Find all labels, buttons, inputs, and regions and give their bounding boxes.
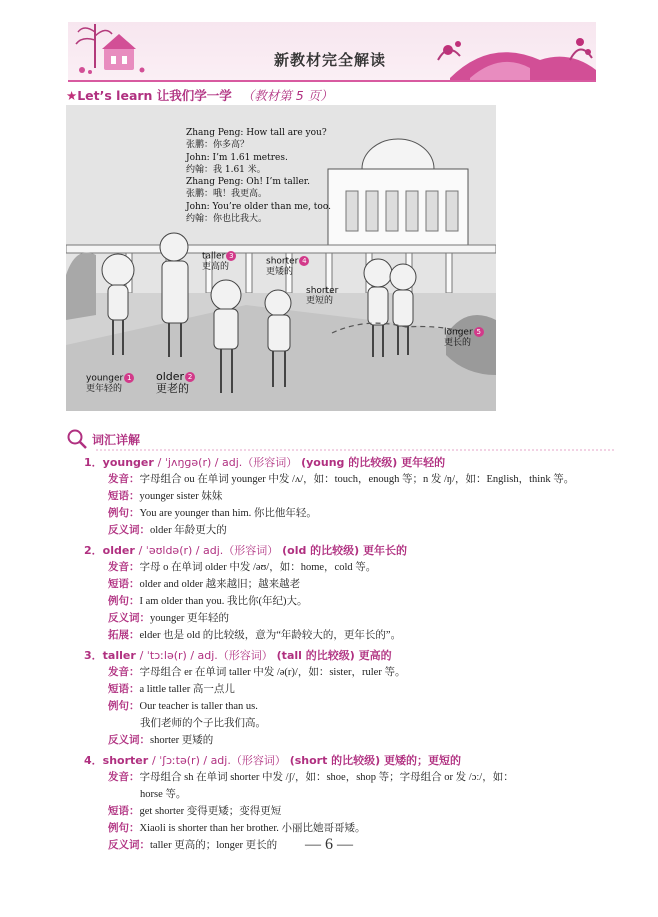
entry-row: 发音：字母组合 er 在单词 taller 中发 /ə(r)/，如：sister，ruler 等。 bbox=[108, 666, 406, 678]
vocab-heading-label: 词汇详解 bbox=[92, 432, 141, 447]
entry-phonetic: / ˈjʌŋɡə(r) / adj.（形容词） bbox=[157, 456, 298, 469]
entry-row: 例句：Xiaoli is shorter than her brother. 小丽比她哥哥矮。 bbox=[108, 822, 366, 834]
entry-gloss: (old 的比较级) 更年长的 bbox=[282, 544, 408, 557]
entry-headword-line bbox=[84, 455, 604, 471]
label-younger: younger 1 更年轻的 bbox=[86, 373, 134, 394]
number-badge: 3 bbox=[226, 251, 236, 261]
entry-row: 反义词：younger 更年轻的 bbox=[108, 612, 230, 624]
vocab-entries bbox=[84, 455, 604, 858]
dialogue-line: Zhang Peng: How tall are you? bbox=[186, 128, 327, 138]
entry-phonetic: / ˈəʊldə(r) / adj.（形容词） bbox=[138, 544, 279, 557]
entry-row: 发音：字母组合 ou 在单词 younger 中发 /ʌ/，如：touch，enough 等；n 发 /ŋ/，如：English，think 等。 bbox=[108, 473, 575, 485]
entry-row: 例句：I am older than you. 我比你(年纪)大。 bbox=[108, 595, 308, 607]
dialogue-line: 张鹏：你多高？ bbox=[186, 140, 250, 151]
entry-row: 短语：get shorter 变得更矮；变得更短 bbox=[108, 805, 282, 817]
vocab-heading bbox=[66, 428, 140, 450]
entry-gloss: (young 的比较级) 更年轻的 bbox=[301, 456, 446, 469]
entry-row: 我们老师的个子比我们高。 bbox=[140, 718, 266, 729]
dialogue-line: John: You’re older than me, too. bbox=[186, 201, 331, 212]
dialogue-line: Zhang Peng: Oh! I’m taller. bbox=[186, 177, 310, 188]
header-title: 新教材完全解读 bbox=[273, 51, 386, 69]
entry-row: 拓展：elder 也是 old 的比较级，意为“年龄较大的，更年长的”。 bbox=[108, 629, 402, 641]
entry-phonetic: / ˈʃɔːtə(r) / adj.（形容词） bbox=[152, 754, 286, 767]
castle-tree-decoration bbox=[70, 22, 190, 80]
number-badge: 2 bbox=[185, 372, 195, 382]
entry-headword-line bbox=[84, 543, 604, 559]
entry-row: 发音：字母 o 在单词 older 中发 /əʊ/，如：home，cold 等。 bbox=[108, 561, 377, 573]
entry-row: 短语：older and older 越来越旧；越来越老 bbox=[108, 578, 301, 590]
entry-headword: 2．older bbox=[84, 544, 135, 557]
entry-gloss: (short 的比较级) 更矮的；更短的 bbox=[289, 754, 462, 767]
label-shorter-1: shorter 4 更矮的 bbox=[266, 256, 309, 277]
label-taller: taller 3 更高的 bbox=[202, 251, 236, 272]
vocab-entry bbox=[84, 455, 604, 539]
flower-hill-decoration bbox=[430, 30, 596, 80]
entry-headword-line bbox=[84, 753, 604, 769]
number-badge: 4 bbox=[299, 256, 309, 266]
entry-row: 反义词：older 年龄更大的 bbox=[108, 524, 227, 536]
dialogue-line: 约翰：你也比我大。 bbox=[186, 214, 268, 225]
dialogue-line: 张鹏：哦！我更高。 bbox=[186, 189, 268, 200]
dialogue-line: John: I’m 1.61 metres. bbox=[186, 152, 288, 163]
textbook-page-ref: （教材第 5 页） bbox=[241, 88, 333, 103]
entry-row: 反义词：taller 更高的；longer 更长的 bbox=[108, 839, 278, 851]
number-badge: 1 bbox=[124, 373, 134, 383]
entry-headword: 1．younger bbox=[84, 456, 154, 469]
dialogue-text bbox=[186, 127, 331, 225]
entry-phonetic: / ˈtɔːlə(r) / adj.（形容词） bbox=[139, 649, 273, 662]
entry-row: 短语：younger sister 妹妹 bbox=[108, 490, 223, 502]
label-shorter-2: shorter 更短的 bbox=[306, 286, 339, 306]
label-longer: longer 5 更长的 bbox=[444, 327, 484, 348]
number-badge: 5 bbox=[474, 327, 484, 337]
section-heading bbox=[66, 86, 333, 104]
entry-headword: 4．shorter bbox=[84, 754, 149, 767]
entry-row: horse 等。 bbox=[140, 789, 187, 800]
entry-row: 发音：字母组合 sh 在单词 shorter 中发 /ʃ/，如：shoe，shop 等；字母组合 or 发 /ɔː/，如： bbox=[108, 771, 514, 783]
vocab-divider bbox=[96, 449, 616, 451]
dialogue-line: 约翰：我 1.61 米。 bbox=[186, 164, 266, 175]
entry-gloss: (tall 的比较级) 更高的 bbox=[276, 649, 392, 662]
entry-row: 例句：Our teacher is taller than us. bbox=[108, 700, 258, 712]
entry-row: 短语：a little taller 高一点儿 bbox=[108, 683, 235, 695]
section-title: Let’s learn 让我们学一学 bbox=[77, 88, 232, 103]
lesson-illustration bbox=[66, 105, 496, 411]
vocab-entry bbox=[84, 648, 604, 749]
entry-headword-line bbox=[84, 648, 604, 664]
magnifier-icon bbox=[66, 428, 88, 450]
star-icon: ★ bbox=[66, 88, 78, 103]
entry-row: 例句：You are younger than him. 你比他年轻。 bbox=[108, 507, 317, 519]
page-number: — 6 — bbox=[305, 836, 353, 853]
label-older: older 2 更老的 bbox=[156, 371, 195, 395]
entry-row: 反义词：shorter 更矮的 bbox=[108, 734, 214, 746]
vocab-entry bbox=[84, 543, 604, 644]
entry-headword: 3．taller bbox=[84, 649, 136, 662]
